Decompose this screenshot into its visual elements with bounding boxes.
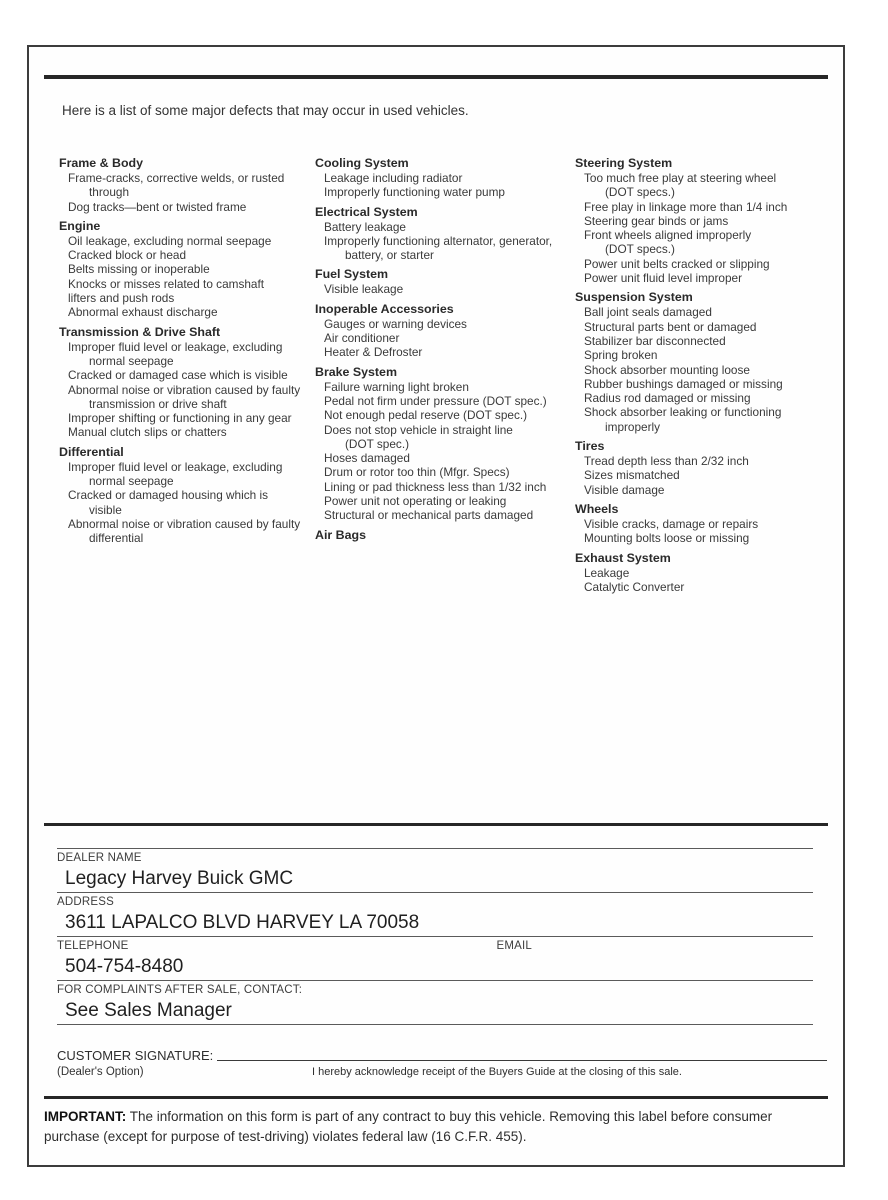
telephone-value: 504-754-8480 [65, 956, 184, 977]
defect-section-heading: Brake System [315, 364, 397, 379]
defect-line: battery, or starter [345, 248, 434, 263]
defect-line: Ball joint seals damaged [584, 305, 712, 320]
defect-line: Sizes mismatched [584, 468, 680, 483]
defect-line: Belts missing or inoperable [68, 262, 210, 277]
defect-line: Shock absorber mounting loose [584, 362, 750, 377]
defect-line: Heater & Defroster [324, 345, 423, 360]
defect-line: Lining or pad thickness less than 1/32 inch [324, 479, 547, 494]
defect-line: Improperly functioning alternator, generator, [324, 233, 553, 248]
defect-line: Radius rod damaged or missing [584, 391, 751, 406]
defect-line: Power unit belts cracked or slipping [584, 256, 770, 271]
defect-line: Abnormal noise or vibration caused by faulty [68, 516, 301, 531]
dealer-info-section [44, 823, 828, 1025]
defect-line: Pedal not firm under pressure (DOT spec.) [324, 393, 547, 408]
defect-section-heading: Suspension System [575, 290, 693, 305]
defect-line: lifters and push rods [68, 291, 175, 306]
customer-signature-label: CUSTOMER SIGNATURE: [57, 1048, 214, 1063]
defect-line: Structural or mechanical parts damaged [324, 508, 534, 523]
defect-section-heading: Transmission & Drive Shaft [59, 324, 221, 339]
defect-section-heading: Electrical System [315, 204, 418, 219]
dealers-option-note: (Dealer's Option) [57, 1066, 144, 1078]
defect-line: visible [89, 502, 122, 517]
defect-line: transmission or drive shaft [89, 396, 227, 411]
defect-line: Visible damage [584, 482, 665, 497]
defect-section-heading: Air Bags [315, 527, 366, 542]
important-paragraph [44, 1107, 828, 1147]
defect-line: (DOT spec.) [345, 436, 410, 451]
signature-acknowledgement-text: I hereby acknowledge receipt of the Buyers Guide at the closing of this sale. [312, 1066, 682, 1078]
defect-line: Cracked or damaged housing which is [68, 488, 268, 503]
dealer-name-value: Legacy Harvey Buick GMC [65, 868, 294, 889]
defect-line: Knocks or misses related to camshaft [68, 276, 265, 291]
defect-line: Air conditioner [324, 331, 400, 346]
email-label: EMAIL [496, 940, 532, 952]
address-label: ADDRESS [57, 896, 114, 908]
defect-line: Tread depth less than 2/32 inch [584, 454, 749, 469]
defects-column-3 [575, 151, 834, 594]
complaints-contact-label: FOR COMPLAINTS AFTER SALE, CONTACT: [57, 984, 303, 996]
defect-line: Does not stop vehicle in straight line [324, 422, 513, 437]
defect-line: Catalytic Converter [584, 579, 685, 594]
defect-section-heading: Differential [59, 444, 124, 459]
defects-columns [59, 151, 834, 594]
address-value: 3611 LAPALCO BLVD HARVEY LA 70058 [65, 912, 420, 933]
defect-line: Dog tracks—bent or twisted frame [68, 199, 247, 214]
top-divider [44, 75, 828, 79]
defect-line: Drum or rotor too thin (Mfgr. Specs) [324, 465, 510, 480]
dealer-fields [57, 848, 813, 1025]
defect-line: Structural parts bent or damaged [584, 319, 757, 334]
defect-line: Front wheels aligned improperly [584, 228, 752, 243]
complaints-contact-value: See Sales Manager [65, 1000, 232, 1021]
defect-line: Stabilizer bar disconnected [584, 333, 726, 348]
address-field [57, 892, 813, 936]
defect-line: Frame-cracks, corrective welds, or rusted [68, 171, 285, 185]
defects-column-1 [59, 151, 315, 594]
telephone-email-field [57, 936, 813, 980]
complaints-contact-field [57, 980, 813, 1025]
defect-section-heading: Fuel System [315, 267, 388, 282]
defect-line: Power unit not operating or leaking [324, 494, 507, 509]
defect-line: Leakage [584, 565, 630, 580]
important-body-text: The information on this form is part of any contract to buy this vehicle. Removing this label before consumer purchase (except for purpose of test-driving) violates federal law (16 C.F.R. 455). [44, 1109, 773, 1144]
defect-line: Failure warning light broken [324, 379, 469, 394]
defect-section-heading: Wheels [575, 501, 619, 516]
defects-intro-text: Here is a list of some major defects that may occur in used vehicles. [62, 103, 469, 118]
telephone-label: TELEPHONE [57, 940, 129, 952]
defect-line: differential [89, 531, 144, 546]
defect-section-heading: Cooling System [315, 156, 409, 170]
defect-line: Rubber bushings damaged or missing [584, 376, 783, 391]
defects-column-2 [315, 151, 575, 594]
defect-line: Visible cracks, damage or repairs [584, 516, 759, 531]
dealer-name-field [57, 848, 813, 892]
defect-section-heading: Engine [59, 218, 101, 233]
dealer-section-divider [44, 823, 828, 826]
defect-line: Power unit fluid level improper [584, 271, 743, 286]
defect-line: Abnormal exhaust discharge [68, 305, 218, 320]
defect-line: (DOT specs.) [605, 242, 675, 257]
defect-line: Shock absorber leaking or functioning [584, 405, 782, 420]
defect-line: Improper fluid level or leakage, excluding [68, 339, 283, 354]
defect-line: Improper shifting or functioning in any gear [68, 411, 292, 426]
defect-line: Cracked block or head [68, 248, 187, 263]
defect-line: (DOT specs.) [605, 185, 675, 200]
defect-line: Spring broken [584, 348, 658, 363]
defect-section-heading: Inoperable Accessories [315, 301, 454, 316]
defect-line: Gauges or warning devices [324, 316, 467, 331]
important-footer-section [44, 1096, 828, 1147]
defect-line: Visible leakage [324, 282, 404, 297]
defect-line: Too much free play at steering wheel [584, 171, 777, 185]
defect-section-heading: Frame & Body [59, 156, 143, 170]
defect-line: improperly [605, 419, 661, 434]
defect-line: normal seepage [89, 474, 174, 489]
important-divider [44, 1096, 828, 1099]
defect-line: Hoses damaged [324, 451, 410, 466]
defect-line: through [89, 185, 130, 200]
defect-section-heading: Steering System [575, 156, 673, 170]
customer-signature-line [217, 1046, 827, 1061]
dealer-name-label: DEALER NAME [57, 852, 142, 864]
defect-line: Oil leakage, excluding normal seepage [68, 233, 272, 248]
defect-section-heading: Exhaust System [575, 550, 671, 565]
defect-line: Abnormal noise or vibration caused by faulty [68, 382, 301, 397]
defect-line: Not enough pedal reserve (DOT spec.) [324, 408, 528, 423]
defect-line: Manual clutch slips or chatters [68, 425, 227, 440]
form-sheet [27, 45, 845, 1167]
defect-line: Battery leakage [324, 219, 406, 234]
defect-line: Improperly functioning water pump [324, 185, 505, 200]
defect-line: Free play in linkage more than 1/4 inch [584, 199, 788, 214]
defect-line: Steering gear binds or jams [584, 213, 729, 228]
defect-line: Cracked or damaged case which is visible [68, 368, 288, 383]
defect-line: Mounting bolts loose or missing [584, 531, 750, 546]
important-label: IMPORTANT: [44, 1109, 127, 1124]
defect-line: Improper fluid level or leakage, excluding [68, 459, 283, 474]
customer-signature-section [57, 1046, 827, 1078]
defect-section-heading: Tires [575, 439, 605, 454]
defect-line: normal seepage [89, 353, 174, 368]
defect-line: Leakage including radiator [324, 171, 463, 185]
